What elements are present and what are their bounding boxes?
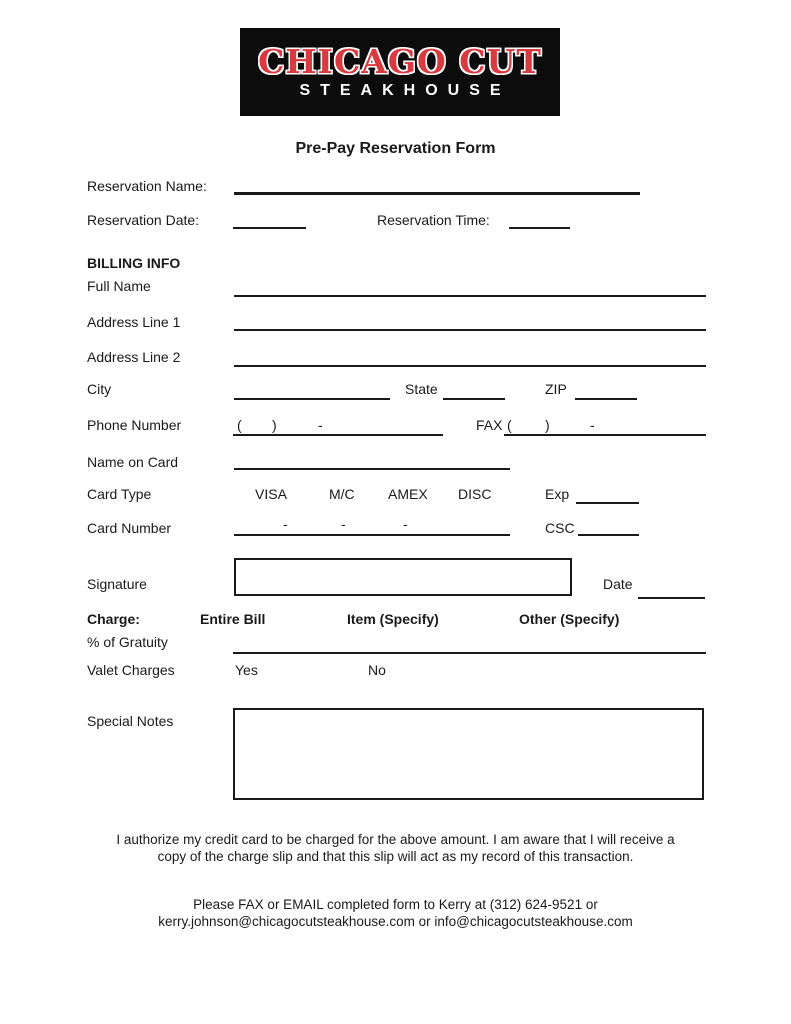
- name-on-card-input-line[interactable]: [234, 468, 510, 470]
- address-line1-input-line[interactable]: [234, 329, 706, 331]
- name-on-card-label: Name on Card: [87, 454, 179, 470]
- card-type-option-amex[interactable]: AMEX: [388, 486, 428, 502]
- form-title: Pre-Pay Reservation Form: [295, 140, 496, 157]
- gratuity-input-line[interactable]: [233, 652, 706, 654]
- address-line2-label: Address Line 2: [87, 349, 181, 365]
- signature-box[interactable]: [234, 558, 572, 596]
- card-type-option-disc[interactable]: DISC: [458, 486, 492, 502]
- card-number-label: Card Number: [87, 520, 172, 536]
- address-line2-input-line[interactable]: [234, 365, 706, 367]
- reservation-time-label: Reservation Time:: [377, 212, 490, 228]
- billing-info-heading: BILLING INFO: [87, 255, 181, 271]
- phone-dash: -: [318, 417, 323, 433]
- phone-number-label: Phone Number: [87, 417, 182, 433]
- date-label: Date: [603, 576, 633, 592]
- card-type-option-mc[interactable]: M/C: [329, 486, 355, 502]
- phone-paren-close: ): [272, 417, 277, 433]
- signature-label: Signature: [87, 576, 147, 592]
- card-number-dash-1: -: [283, 516, 288, 532]
- exp-label: Exp: [545, 486, 570, 502]
- contact-line-1: Please FAX or EMAIL completed form to Kerry at (312) 624-9521 or: [193, 897, 598, 912]
- reservation-date-label: Reservation Date:: [87, 212, 200, 228]
- special-notes-box[interactable]: [233, 708, 704, 800]
- phone-number-input-line[interactable]: [233, 434, 443, 436]
- chicago-cut-logo: [240, 28, 560, 116]
- card-number-dash-2: -: [341, 516, 346, 532]
- reservation-date-input-line[interactable]: [233, 227, 306, 229]
- contact-line-2: kerry.johnson@chicagocutsteakhouse.com or info@chicagocutsteakhouse.com: [158, 914, 633, 929]
- date-input-line[interactable]: [638, 597, 705, 599]
- phone-paren-open: (: [237, 417, 242, 433]
- reservation-time-input-line[interactable]: [509, 227, 570, 229]
- gratuity-label: % of Gratuity: [87, 634, 168, 650]
- reservation-name-input-line[interactable]: [234, 192, 640, 195]
- fax-label: FAX: [476, 417, 503, 433]
- logo-subtitle-text: STEAKHOUSE: [299, 81, 511, 99]
- card-type-option-visa[interactable]: VISA: [255, 486, 287, 502]
- valet-option-yes[interactable]: Yes: [235, 662, 258, 678]
- csc-label: CSC: [545, 520, 575, 536]
- charge-option-item-specify[interactable]: Item (Specify): [347, 611, 439, 627]
- fax-dash: -: [590, 417, 595, 433]
- csc-input-line[interactable]: [578, 534, 639, 536]
- exp-input-line[interactable]: [576, 502, 639, 504]
- valet-charges-label: Valet Charges: [87, 662, 175, 678]
- authorization-line-2: copy of the charge slip and that this slip will act as my record of this transaction.: [157, 849, 634, 864]
- card-number-dash-3: -: [403, 516, 408, 532]
- charge-option-other-specify[interactable]: Other (Specify): [519, 611, 620, 627]
- zip-label: ZIP: [545, 381, 567, 397]
- special-notes-label: Special Notes: [87, 713, 174, 729]
- fax-paren-open: (: [507, 417, 512, 433]
- full-name-input-line[interactable]: [234, 295, 706, 297]
- logo-name-text: CHICAGO CUT: [258, 41, 542, 81]
- address-line1-label: Address Line 1: [87, 314, 181, 330]
- city-label: City: [87, 381, 112, 397]
- charge-label: Charge:: [87, 611, 140, 627]
- charge-option-entire-bill[interactable]: Entire Bill: [200, 611, 266, 627]
- state-input-line[interactable]: [443, 398, 505, 400]
- zip-input-line[interactable]: [575, 398, 637, 400]
- fax-input-line[interactable]: [504, 434, 706, 436]
- full-name-label: Full Name: [87, 278, 151, 294]
- valet-option-no[interactable]: No: [368, 662, 386, 678]
- card-number-input-line[interactable]: [234, 534, 510, 536]
- reservation-name-label: Reservation Name:: [87, 178, 207, 194]
- state-label: State: [405, 381, 438, 397]
- authorization-line-1: I authorize my credit card to be charged for the above amount. I am aware that I will receive a: [116, 832, 675, 847]
- contact-instructions: [45, 896, 746, 930]
- authorization-statement: [45, 831, 746, 865]
- city-input-line[interactable]: [234, 398, 390, 400]
- card-type-label: Card Type: [87, 486, 152, 502]
- fax-paren-close: ): [545, 417, 550, 433]
